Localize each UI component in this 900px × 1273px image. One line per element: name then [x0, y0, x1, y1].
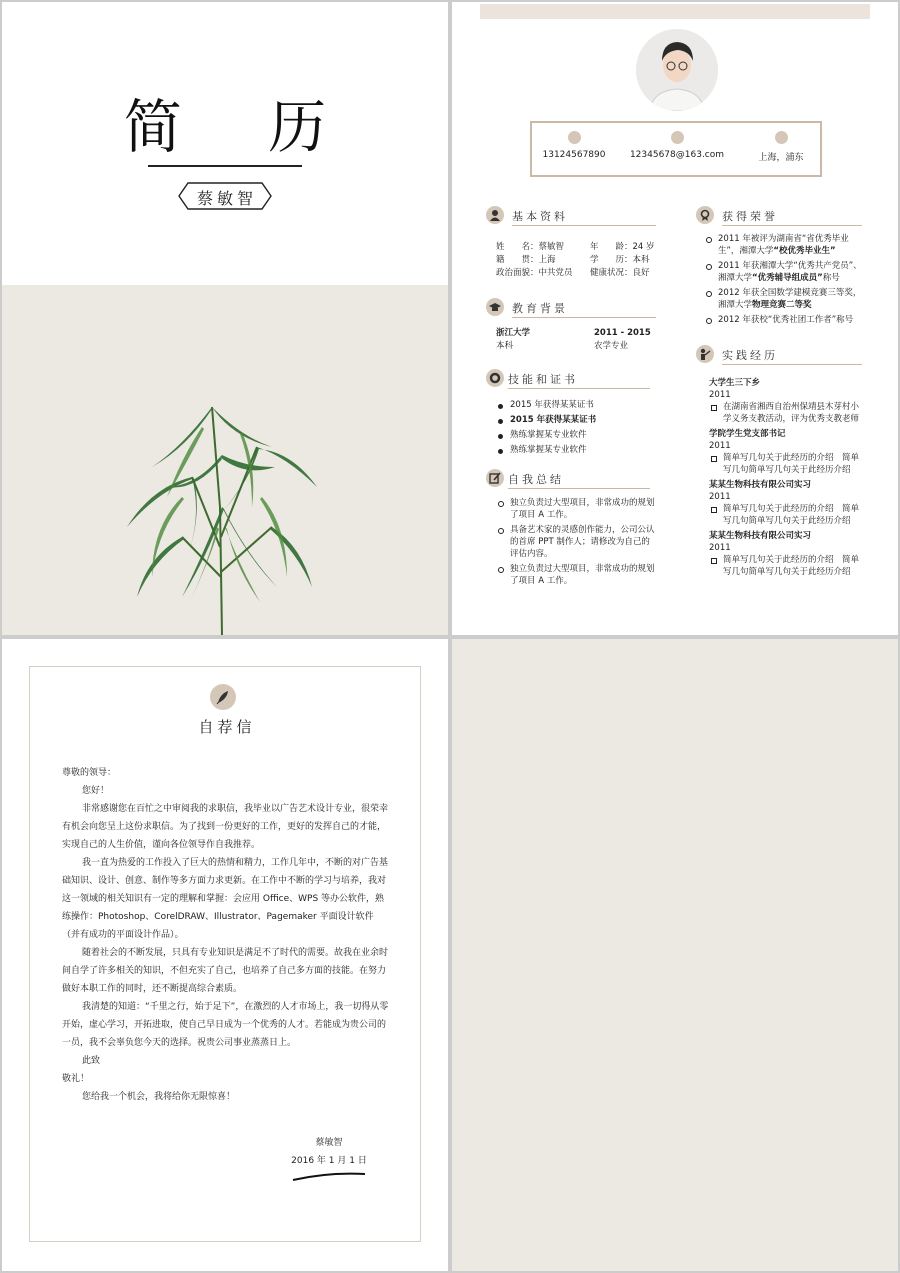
section-title: 自我总结	[508, 473, 564, 486]
top-band	[480, 4, 870, 19]
practice-entry	[709, 479, 865, 527]
practice-year: 2011	[709, 492, 731, 502]
section-practice	[696, 345, 866, 363]
basic-info	[496, 241, 686, 280]
list-item: 2012 年获全国数学建模竞赛三等奖，湘潭大学物理竞赛二等奖	[704, 287, 862, 311]
person-icon	[486, 206, 504, 224]
letter-paragraph: 非常感谢您在百忙之中审阅我的求职信，我毕业以广告艺术设计专业，很荣幸有机会向您呈上这份求职信。为了找到一份更好的工作，更好的发挥自己的才能，实现自己的人生价值，谨向各位领导作自我推荐。	[62, 804, 389, 850]
practice-desc: 在湖南省湘西自治州保靖县木芽村小学义务支教活动，评为优秀支教老师	[709, 401, 865, 425]
signature-stroke	[289, 1170, 369, 1184]
section-skills	[486, 369, 656, 387]
section-line	[722, 364, 862, 365]
degree-field: 学 历：本科	[590, 255, 650, 265]
signature-date: 2016 年 1 月 1 日	[291, 1156, 367, 1166]
letter-paragraph: 我一直为热爱的工作投入了巨大的热情和精力，工作几年中，不断的对广告基础知识、设计、创意、制作等多方面力求更新。在工作中不断的学习与培养，我对这一领域的相关知识有一定的理解和掌握：会应用 Office、WPS 等办公软件，熟练操作：Photoshop、CorelDRAW、Illustrator、Pagemaker 平面设计软件（并有成功的平面设计作品）。	[62, 858, 389, 940]
practice-year: 2011	[709, 441, 731, 451]
list-item: 2015 年获得某某证书	[496, 399, 666, 411]
graduation-cap-icon	[486, 298, 504, 316]
section-education	[486, 298, 656, 316]
practice-title: 大学生三下乡	[709, 378, 761, 388]
signature-name: 蔡敏智	[315, 1138, 343, 1148]
salutation: 尊敬的领导：	[62, 768, 117, 778]
edit-icon	[486, 469, 504, 487]
greeting: 您好！	[82, 786, 110, 796]
section-honors	[696, 206, 866, 224]
contact-email	[622, 131, 732, 160]
closing-2: 敬礼！	[62, 1074, 90, 1084]
self-summary-list	[496, 497, 656, 590]
list-item: 2015 年获得某某证书	[496, 414, 666, 426]
practice-desc: 简单写几句关于此经历的介绍 简单写几句简单写几句关于此经历介绍	[709, 554, 865, 578]
person-photo-icon	[636, 29, 718, 111]
practice-list	[709, 377, 865, 581]
section-line	[512, 317, 656, 318]
cover-title: 简 历	[123, 93, 361, 161]
major: 农学专业	[594, 341, 629, 351]
email-text: 12345678@163.com	[629, 150, 725, 160]
practice-title: 学院学生党支部书记	[709, 429, 786, 439]
degree-level: 本科	[496, 341, 514, 351]
age-field: 年 龄：24 岁	[590, 242, 655, 252]
practice-desc: 简单写几句关于此经历的介绍 简单写几句简单写几句关于此经历介绍	[709, 452, 865, 476]
practice-year: 2011	[709, 543, 731, 553]
practice-title: 某某生物科技有限公司实习	[709, 531, 812, 541]
health-field: 健康状况：良好	[590, 268, 650, 278]
closing-3: 您给我一个机会，我将给你无限惊喜！	[82, 1092, 236, 1102]
cover-page	[2, 2, 448, 635]
list-item: 独立负责过大型项目，非常成功的规划了项目 A 工作。	[496, 497, 656, 521]
honors-list	[704, 233, 862, 329]
avatar	[636, 29, 718, 111]
section-line	[508, 388, 650, 389]
phone-text: 13124567890	[542, 150, 606, 160]
skills-list	[496, 399, 666, 459]
phone-icon	[568, 131, 581, 144]
name-field: 姓 名：蔡敏智	[496, 242, 565, 252]
section-line	[512, 225, 656, 226]
section-title: 教育背景	[512, 302, 568, 315]
feather-icon	[210, 684, 236, 710]
contact-box	[530, 121, 822, 177]
title-divider	[148, 165, 302, 167]
section-self	[486, 469, 656, 487]
plant-image	[122, 387, 322, 635]
practice-desc: 简单写几句关于此经历的介绍 简单写几句简单写几句关于此经历介绍	[709, 503, 865, 527]
name-badge	[178, 182, 272, 210]
list-item: 熟练掌握某专业软件	[496, 444, 666, 456]
medal-icon	[696, 206, 714, 224]
section-title: 实践经历	[722, 349, 778, 362]
section-line	[508, 488, 650, 489]
resume-page	[452, 2, 898, 635]
closing-1: 此致	[82, 1056, 101, 1066]
education-info	[496, 327, 686, 353]
letter-body	[62, 764, 390, 1106]
practice-year: 2011	[709, 390, 731, 400]
letter-title: 自荐信	[198, 718, 256, 736]
signature-block	[289, 1134, 369, 1191]
section-title: 技能和证书	[508, 373, 578, 386]
practice-title: 某某生物科技有限公司实习	[709, 480, 812, 490]
hometown-field: 籍 贯：上海	[496, 255, 556, 265]
school-name: 浙江大学	[496, 328, 531, 338]
section-title: 基本资料	[512, 210, 568, 223]
section-line	[722, 225, 862, 226]
section-basic	[486, 206, 656, 224]
location-pin-icon	[775, 131, 788, 144]
cover-letter-page	[2, 639, 448, 1271]
contact-location	[742, 131, 820, 163]
list-item: 2011 年被评为湖南省“省优秀毕业生”，湘潭大学“校优秀毕业生”	[704, 233, 862, 257]
political-field: 政治面貌：中共党员	[496, 268, 573, 278]
list-item: 具备艺术家的灵感创作能力，公司公认的首席 PPT 制作人；请修改为自己的评估内容。	[496, 524, 656, 560]
list-item: 2012 年获校“优秀社团工作者”称号	[704, 314, 862, 326]
mail-icon	[671, 131, 684, 144]
practice-entry	[709, 530, 865, 578]
blank-page	[452, 639, 898, 1271]
study-period: 2011 - 2015	[594, 328, 651, 338]
contact-phone	[532, 131, 616, 160]
location-text: 上海，浦东	[758, 153, 804, 163]
practice-entry	[709, 377, 865, 425]
cover-name: 蔡敏智	[196, 189, 257, 208]
letter-paragraph: 随着社会的不断发展，只具有专业知识是满足不了时代的需要。故我在业余时间自学了许多相关的知识，不但充实了自己，也培养了自己多方面的技能。在努力做好本职工作的同时，还不断提高综合素质。	[62, 948, 389, 994]
list-item: 2011 年获湘潭大学“优秀共产党员”、湘潭大学“优秀辅导组成员”称号	[704, 260, 862, 284]
gear-icon	[486, 369, 504, 387]
practice-entry	[709, 428, 865, 476]
list-item: 独立负责过大型项目，非常成功的规划了项目 A 工作。	[496, 563, 656, 587]
presenter-icon	[696, 345, 714, 363]
list-item: 熟练掌握某专业软件	[496, 429, 666, 441]
letter-paragraph: 我清楚的知道：“千里之行，始于足下”，在激烈的人才市场上，我一切得从零开始，虚心学习，开拓进取，使自己早日成为一个优秀的人才。若能成为贵公司的一员，我不会辜负您今天的选择。祝贵公司事业蒸蒸日上。	[62, 1002, 389, 1048]
section-title: 获得荣誉	[722, 210, 778, 223]
